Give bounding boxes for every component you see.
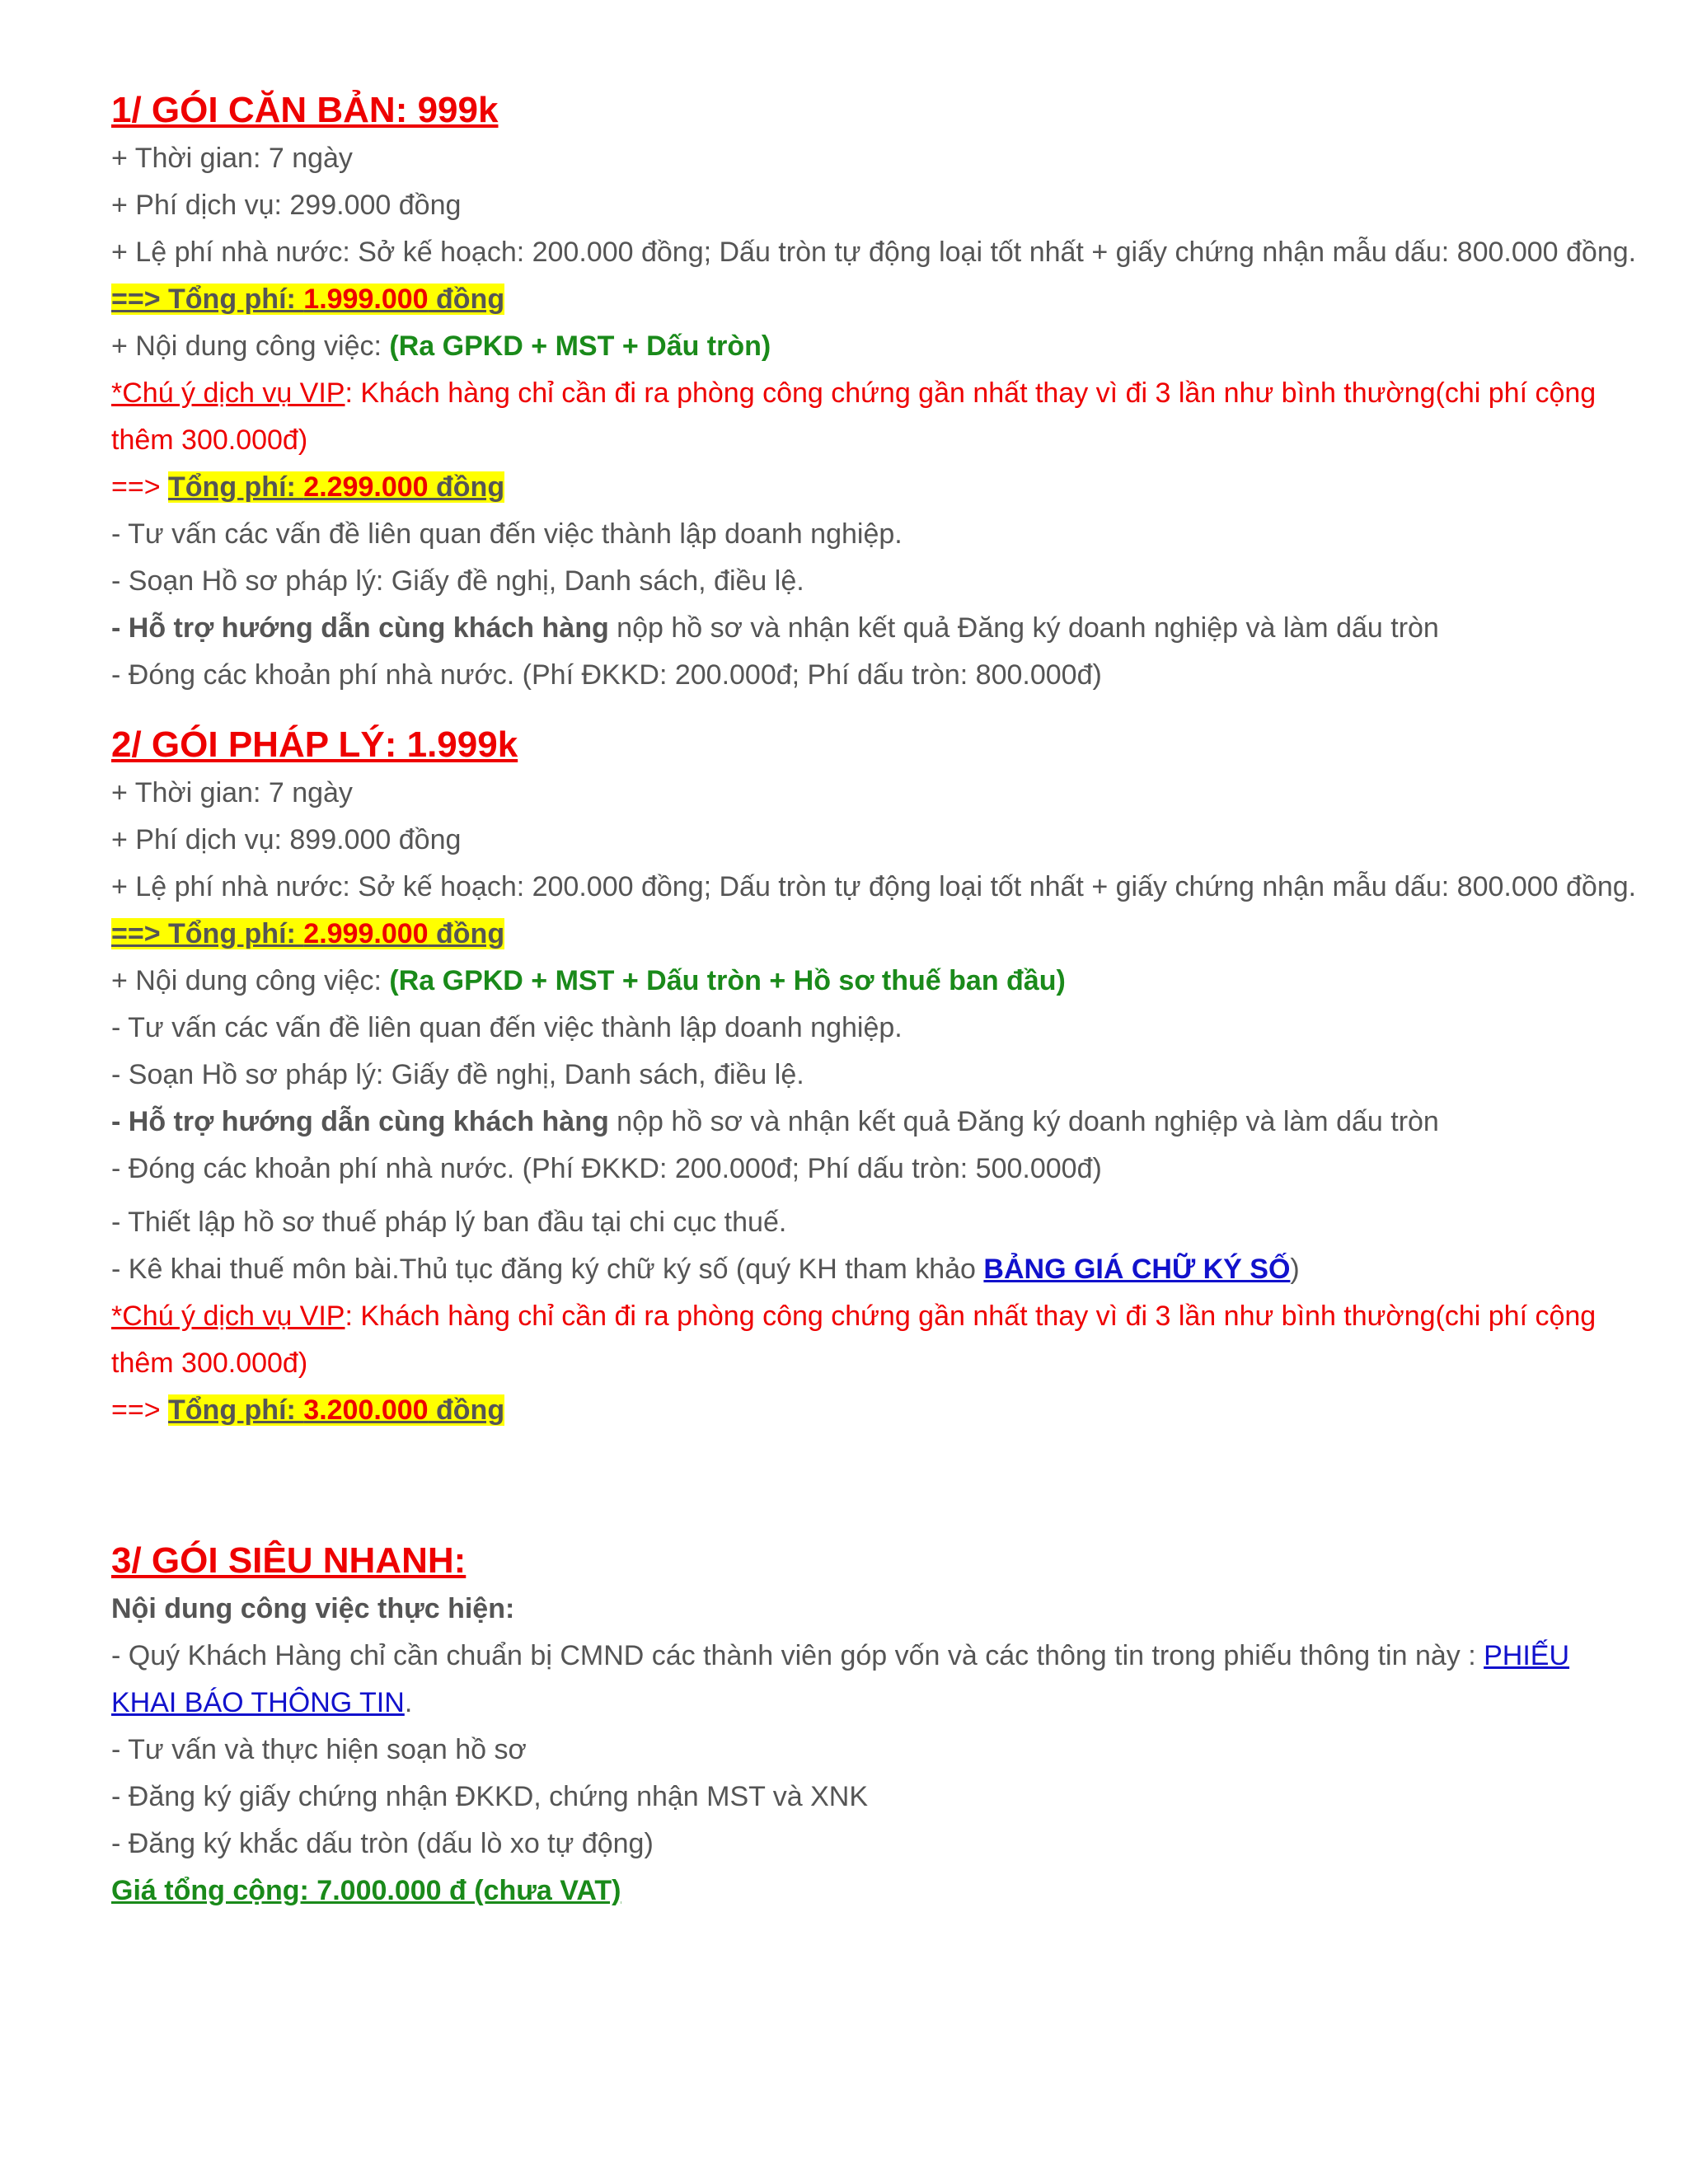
s2-vip-total <box>111 1387 1636 1434</box>
s2-vip-total-unit: đồng <box>428 1394 505 1426</box>
s1-bullet-consult: - Tư vấn các vấn đề liên quan đến việc thành lập doanh nghiệp. <box>111 518 903 550</box>
s2-vip-total-amount: 3.200.000 <box>303 1394 429 1426</box>
s2-bullet-support <box>111 1099 1636 1146</box>
info-form-link[interactable]: PHIẾU KHAI BÁO THÔNG TIN <box>111 1640 1570 1718</box>
s2-bullet-tax-setup: - Thiết lập hồ sơ thuế pháp lý ban đầu tại chi cục thuế. <box>111 1207 787 1238</box>
s1-total-unit: đồng <box>428 284 505 315</box>
s2-bullet-fees: - Đóng các khoản phí nhà nước. (Phí ĐKKD: 200.000đ; Phí dấu tròn: 500.000đ) <box>111 1153 1102 1184</box>
s2-content-label: + Nội dung công việc: <box>111 965 390 996</box>
s1-vip-total-unit: đồng <box>428 471 505 503</box>
s3-bullet-prepare <box>111 1633 1636 1727</box>
s1-total-label: ==> Tổng phí: <box>111 284 304 315</box>
s1-service-fee: + Phí dịch vụ: 299.000 đồng <box>111 190 462 221</box>
s1-content <box>111 323 1636 370</box>
document-page <box>111 82 1636 1915</box>
s2-signature-end: ) <box>1290 1254 1300 1285</box>
section-2-title: 2/ GÓI PHÁP LÝ: 1.999k <box>111 724 518 765</box>
s1-vip-total-highlight <box>168 471 504 503</box>
s2-support-bold: - Hỗ trợ hướng dẫn cùng khách hàng <box>111 1106 609 1137</box>
s2-time: + Thời gian: 7 ngày <box>111 777 353 808</box>
s3-bullet-register: - Đăng ký giấy chứng nhận ĐKKD, chứng nhận MST và XNK <box>111 1781 869 1812</box>
s1-bullet-support <box>111 605 1636 652</box>
s2-total-highlight <box>111 918 504 949</box>
s2-vip-total-label: Tổng phí: <box>168 1394 304 1426</box>
section-3-title: 3/ GÓI SIÊU NHANH: <box>111 1540 467 1581</box>
s2-signature-text: - Kê khai thuế môn bài.Thủ tục đăng ký chữ ký số (quý KH tham khảo <box>111 1254 984 1285</box>
s2-total-fee <box>111 911 1636 958</box>
s2-total-amount: 2.999.000 <box>303 918 429 949</box>
s2-bullet-signature <box>111 1246 1636 1293</box>
s1-content-value: (Ra GPKD + MST + Dấu tròn) <box>389 330 771 362</box>
section-1-title: 1/ GÓI CĂN BẢN: 999k <box>111 90 499 130</box>
s2-content <box>111 958 1636 1005</box>
s1-vip-total <box>111 464 1636 511</box>
s1-vip-total-label: Tổng phí: <box>168 471 304 503</box>
s1-vip-total-prefix: ==> <box>111 471 169 503</box>
s3-prepare-text: - Quý Khách Hàng chỉ cần chuẩn bị CMND các thành viên góp vốn và các thông tin trong phiếu thông tin này : <box>111 1640 1484 1671</box>
s1-total-amount: 1.999.000 <box>303 284 429 315</box>
s2-bullet-docs: - Soạn Hồ sơ pháp lý: Giấy đề nghị, Danh sách, điều lệ. <box>111 1059 804 1090</box>
s1-support-rest: nộp hồ sơ và nhận kết quả Đăng ký doanh nghiệp và làm dấu tròn <box>608 612 1439 644</box>
s1-vip-label[interactable]: *Chú ý dịch vụ VIP <box>111 377 345 409</box>
s1-vip-note <box>111 370 1636 464</box>
s2-total-unit: đồng <box>428 918 505 949</box>
s2-state-fee: + Lệ phí nhà nước: Sở kế hoạch: 200.000 đồng; Dấu tròn tự động loại tốt nhất + giấy chứng nhận mẫu dấu: 800.000 đồng. <box>111 871 1637 902</box>
s1-total-highlight <box>111 284 504 315</box>
s1-state-fee: + Lệ phí nhà nước: Sở kế hoạch: 200.000 đồng; Dấu tròn tự động loại tốt nhất + giấy chứng nhận mẫu dấu: 800.000 đồng. <box>111 237 1637 268</box>
s2-support-rest: nộp hồ sơ và nhận kết quả Đăng ký doanh nghiệp và làm dấu tròn <box>608 1106 1439 1137</box>
s2-content-value: (Ra GPKD + MST + Dấu tròn + Hồ sơ thuế ban đầu) <box>389 965 1066 996</box>
s2-total-label: ==> Tổng phí: <box>111 918 304 949</box>
s3-bullet-stamp: - Đăng ký khắc dấu tròn (dấu lò xo tự động) <box>111 1828 654 1859</box>
s1-bullet-docs: - Soạn Hồ sơ pháp lý: Giấy đề nghị, Danh sách, điều lệ. <box>111 565 804 597</box>
s3-subtitle: Nội dung công việc thực hiện: <box>111 1593 515 1624</box>
s1-vip-total-amount: 2.299.000 <box>303 471 429 503</box>
s2-bullet-consult: - Tư vấn các vấn đề liên quan đến việc thành lập doanh nghiệp. <box>111 1012 903 1043</box>
s2-vip-total-prefix: ==> <box>111 1394 169 1426</box>
signature-price-link[interactable]: BẢNG GIÁ CHỮ KÝ SỐ <box>983 1254 1291 1285</box>
s1-total-fee <box>111 276 1636 323</box>
s1-bullet-fees: - Đóng các khoản phí nhà nước. (Phí ĐKKD: 200.000đ; Phí dấu tròn: 800.000đ) <box>111 659 1102 691</box>
s2-vip-note <box>111 1293 1636 1387</box>
s2-vip-label[interactable]: *Chú ý dịch vụ VIP <box>111 1301 345 1332</box>
s1-time: + Thời gian: 7 ngày <box>111 143 353 174</box>
s3-total-text: Giá tổng cộng: 7.000.000 đ (chưa VAT) <box>111 1875 621 1906</box>
s3-prepare-end: . <box>404 1687 413 1718</box>
s3-bullet-consult: - Tư vấn và thực hiện soạn hồ sơ <box>111 1734 527 1765</box>
s2-vip-text: : Khách hàng chỉ cần đi ra phòng công chứng gần nhất thay vì đi 3 lần như bình thường(chi phí cộng thêm 300.000đ) <box>111 1301 1597 1379</box>
s1-support-bold: - Hỗ trợ hướng dẫn cùng khách hàng <box>111 612 609 644</box>
s2-service-fee: + Phí dịch vụ: 899.000 đồng <box>111 824 462 855</box>
s2-vip-total-highlight <box>168 1394 504 1426</box>
s1-content-label: + Nội dung công việc: <box>111 330 390 362</box>
s1-vip-text: : Khách hàng chỉ cần đi ra phòng công chứng gần nhất thay vì đi 3 lần như bình thường(chi phí cộng thêm 300.000đ) <box>111 377 1597 456</box>
s3-total-price <box>111 1868 1636 1915</box>
